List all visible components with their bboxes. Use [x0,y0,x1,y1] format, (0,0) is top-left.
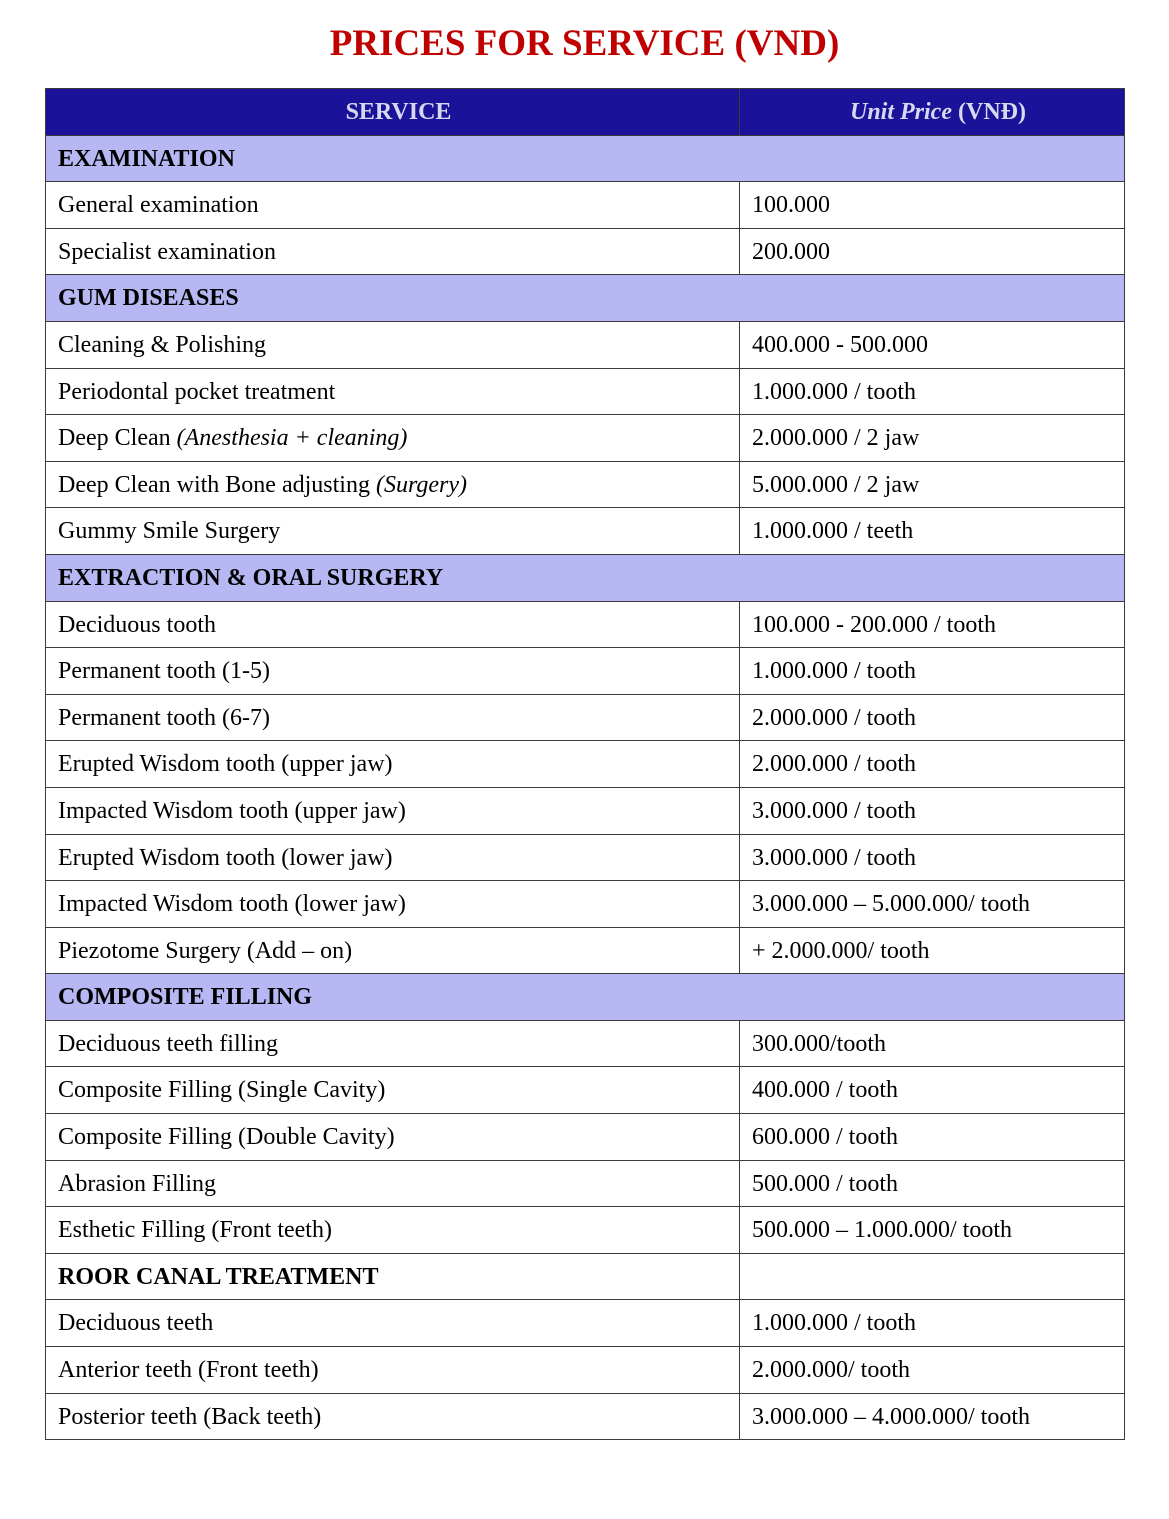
price-cell: 3.000.000 – 5.000.000/ tooth [740,881,1125,928]
section-title: GUM DISEASES [46,275,1125,322]
table-row [46,1393,1125,1440]
table-row [46,694,1125,741]
section-header-row [46,275,1125,322]
service-name: Deep Clean [58,425,177,452]
service-cell [46,1393,740,1440]
unit-price-label: Unit Price [850,99,952,125]
service-cell [46,1114,740,1161]
table-row [46,1114,1125,1161]
price-cell: 200.000 [740,228,1125,275]
table-row [46,321,1125,368]
table-row [46,228,1125,275]
service-name: Erupted Wisdom tooth (lower jaw) [58,844,393,871]
section-header-row [46,1253,1125,1300]
service-name: Deciduous teeth filling [58,1030,278,1057]
service-cell [46,834,740,881]
service-name: Deciduous tooth [58,611,216,638]
section-header-row [46,554,1125,601]
service-cell [46,228,740,275]
service-name: Deep Clean with Bone adjusting [58,471,376,498]
service-note: (Anesthesia + cleaning) [176,425,408,452]
service-cell [46,508,740,555]
section-title: EXAMINATION [46,135,1125,182]
price-cell: 400.000 - 500.000 [740,321,1125,368]
service-name: Anterior teeth (Front teeth) [58,1357,319,1384]
price-cell: 2.000.000 / tooth [740,694,1125,741]
price-cell: 3.000.000 / tooth [740,787,1125,834]
column-header-unit-price [740,89,1125,136]
price-cell: 500.000 – 1.000.000/ tooth [740,1207,1125,1254]
service-name: Cleaning & Polishing [58,331,267,358]
price-cell: 100.000 - 200.000 / tooth [740,601,1125,648]
price-cell: 5.000.000 / 2 jaw [740,461,1125,508]
price-cell: 2.000.000/ tooth [740,1347,1125,1394]
service-name: Esthetic Filling (Front teeth) [58,1217,332,1244]
page-title: PRICES FOR SERVICE (VND) [329,23,840,64]
price-cell: 2.000.000 / tooth [740,741,1125,788]
service-name: Permanent tooth (6-7) [58,704,270,731]
service-cell [46,1067,740,1114]
service-name: Impacted Wisdom tooth (lower jaw) [58,891,406,918]
price-cell: 1.000.000 / tooth [740,368,1125,415]
price-cell: + 2.000.000/ tooth [740,927,1125,974]
price-cell: 3.000.000 – 4.000.000/ tooth [740,1393,1125,1440]
service-name: Permanent tooth (1-5) [58,658,270,685]
price-cell: 100.000 [740,182,1125,229]
price-table [45,88,1125,1440]
service-cell [46,1020,740,1067]
price-cell: 2.000.000 / 2 jaw [740,415,1125,462]
service-cell [46,1160,740,1207]
service-cell [46,787,740,834]
table-row [46,1207,1125,1254]
service-cell [46,927,740,974]
service-cell [46,321,740,368]
table-row [46,927,1125,974]
service-cell [46,601,740,648]
service-name: Gummy Smile Surgery [58,518,281,545]
service-name: Impacted Wisdom tooth (upper jaw) [58,797,406,824]
service-note: (Surgery) [375,471,468,498]
price-cell: 400.000 / tooth [740,1067,1125,1114]
service-cell [46,415,740,462]
section-header-row [46,135,1125,182]
table-row [46,648,1125,695]
column-header-service: SERVICE [46,89,740,136]
price-cell: 3.000.000 / tooth [740,834,1125,881]
price-cell: 500.000 / tooth [740,1160,1125,1207]
section-title: ROOR CANAL TREATMENT [46,1253,740,1300]
service-cell [46,694,740,741]
price-cell: 1.000.000 / tooth [740,648,1125,695]
service-cell [46,1347,740,1394]
service-name: Periodontal pocket treatment [58,378,336,405]
service-cell [46,1207,740,1254]
section-title: COMPOSITE FILLING [46,974,1125,1021]
section-price-empty [740,1253,1125,1300]
table-row [46,1067,1125,1114]
price-cell: 600.000 / tooth [740,1114,1125,1161]
table-row [46,461,1125,508]
service-name: Composite Filling (Double Cavity) [58,1124,395,1151]
price-cell: 1.000.000 / tooth [740,1300,1125,1347]
service-name: Posterior teeth (Back teeth) [58,1403,322,1430]
service-cell [46,461,740,508]
service-name: Specialist examination [58,238,276,265]
service-cell [46,741,740,788]
table-row [46,881,1125,928]
service-cell [46,182,740,229]
service-name: Deciduous teeth [58,1310,214,1337]
service-cell [46,648,740,695]
table-row [46,508,1125,555]
service-name: Piezotome Surgery (Add – on) [58,937,353,964]
table-row [46,415,1125,462]
service-name: Abrasion Filling [58,1170,217,1197]
table-row [46,1020,1125,1067]
service-cell [46,1300,740,1347]
table-row [46,182,1125,229]
table-row [46,741,1125,788]
service-name: Erupted Wisdom tooth (upper jaw) [58,751,393,778]
price-cell: 300.000/tooth [740,1020,1125,1067]
section-title: EXTRACTION & ORAL SURGERY [46,554,1125,601]
service-name: Composite Filling (Single Cavity) [58,1077,386,1104]
table-header-row [46,89,1125,136]
table-row [46,1160,1125,1207]
table-row [46,787,1125,834]
section-header-row [46,974,1125,1021]
service-cell [46,368,740,415]
service-cell [46,881,740,928]
currency-label: (VNĐ) [952,99,1026,125]
table-row [46,368,1125,415]
price-cell: 1.000.000 / teeth [740,508,1125,555]
table-row [46,601,1125,648]
service-name: General examination [58,192,259,219]
table-row [46,1300,1125,1347]
table-row [46,1347,1125,1394]
table-row [46,834,1125,881]
